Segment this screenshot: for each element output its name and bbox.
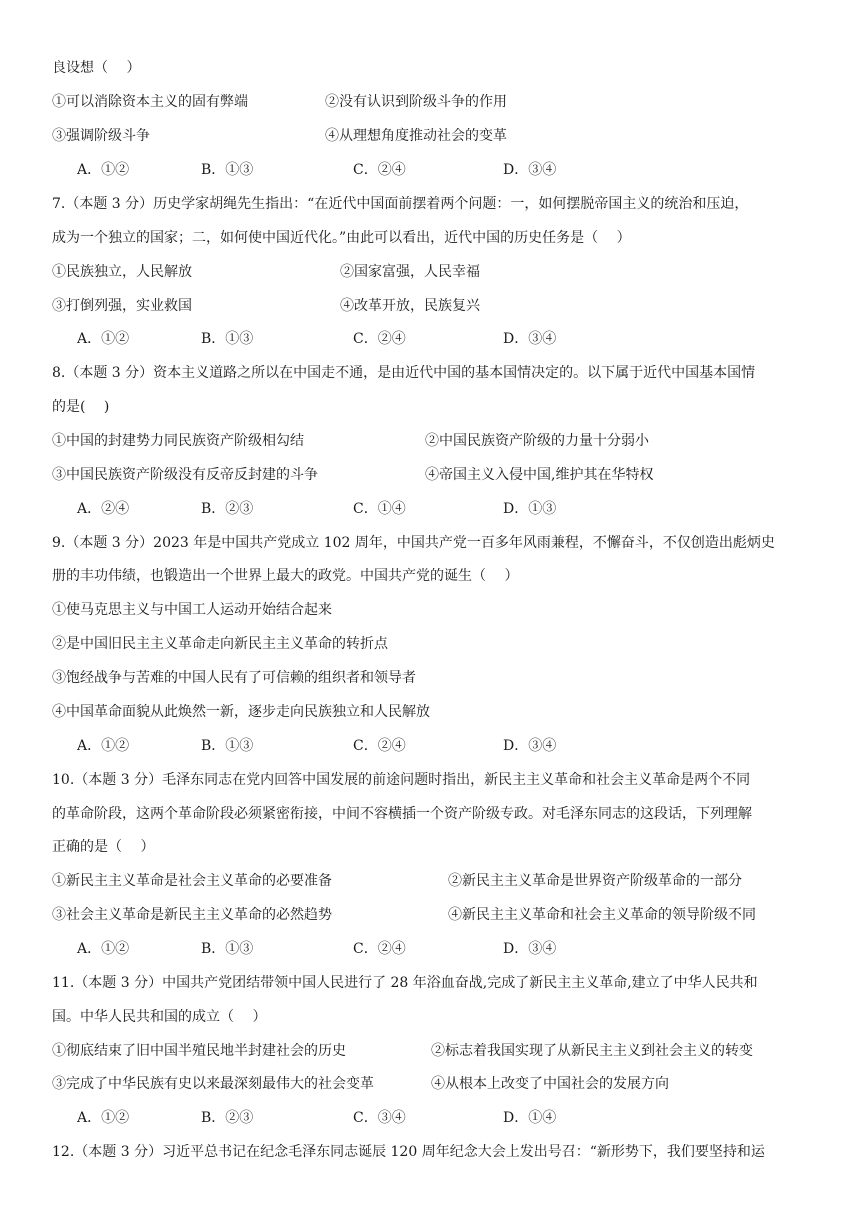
q6-item-3: ③强调阶级斗争 <box>52 128 150 144</box>
q9-item-4: ④中国革命面貌从此焕然一新，逐步走向民族独立和人民解放 <box>52 704 430 720</box>
q7-stem-line-2: 成为一个独立的国家；二，如何使中国近代化。”由此可以看出，近代中国的历史任务是（ ） <box>52 230 631 246</box>
q9-item-1: ①使马克思主义与中国工人运动开始结合起来 <box>52 602 332 618</box>
q10-option-a: A．①② <box>77 941 130 957</box>
q11-stem-line-1: 11.（本题 3 分）中国共产党团结带领中国人民进行了 28 年浴血奋战,完成了新民主主义革命,建立了中华人民共和 <box>52 975 758 991</box>
q6-item-4: ④从理想角度推动社会的变革 <box>325 128 507 144</box>
q7-option-c: C．②④ <box>353 331 406 347</box>
q11-option-b: B．②③ <box>201 1110 254 1126</box>
q11-option-c: C．③④ <box>353 1110 406 1126</box>
q11-option-a: A．①② <box>77 1110 130 1126</box>
q11-option-d: D．①④ <box>503 1110 557 1126</box>
q6-option-b: B．①③ <box>201 162 254 178</box>
q6-option-a: A．①② <box>77 162 130 178</box>
q8-item-3: ③中国民族资产阶级没有反帝反封建的斗争 <box>52 467 318 483</box>
q8-item-2: ②中国民族资产阶级的力量十分弱小 <box>425 433 649 449</box>
q8-option-b: B．②③ <box>201 501 254 517</box>
q10-item-4: ④新民主主义革命和社会主义革命的领导阶级不同 <box>448 907 756 923</box>
q10-option-b: B．①③ <box>201 941 254 957</box>
q7-item-1: ①民族独立，人民解放 <box>52 264 192 280</box>
q10-stem-line-1: 10.（本题 3 分）毛泽东同志在党内回答中国发展的前途问题时指出，新民主主义革命和社会主义革命是两个不同 <box>52 772 751 788</box>
q10-option-d: D．③④ <box>503 941 557 957</box>
q8-option-c: C．①④ <box>353 501 406 517</box>
q7-item-4: ④改革开放，民族复兴 <box>340 298 480 314</box>
q9-option-a: A．①② <box>77 738 130 754</box>
q11-item-1: ①彻底结束了旧中国半殖民地半封建社会的历史 <box>52 1043 346 1059</box>
q6-item-2: ②没有认识到阶级斗争的作用 <box>325 94 507 110</box>
q9-stem-line-2: 册的丰功伟绩，也锻造出一个世界上最大的政党。中国共产党的诞生（ ） <box>52 568 519 584</box>
q10-item-1: ①新民主主义革命是社会主义革命的必要准备 <box>52 873 332 889</box>
q8-stem-line-2: 的是( ) <box>52 399 110 415</box>
q6-stem-tail: 良设想（ ） <box>52 60 141 76</box>
q9-item-2: ②是中国旧民主主义革命走向新民主主义革命的转折点 <box>52 636 388 652</box>
q11-stem-line-2: 国。中华人民共和国的成立（ ） <box>52 1009 267 1025</box>
q9-stem-line-1: 9.（本题 3 分）2023 年是中国共产党成立 102 周年，中国共产党一百多年风雨兼程，不懈奋斗，不仅创造出彪炳史 <box>52 535 775 551</box>
q7-item-2: ②国家富强，人民幸福 <box>340 264 480 280</box>
q7-option-a: A．①② <box>77 331 130 347</box>
q8-option-d: D．①③ <box>503 501 557 517</box>
q7-item-3: ③打倒列强，实业救国 <box>52 298 192 314</box>
q9-option-c: C．②④ <box>353 738 406 754</box>
q9-option-d: D．③④ <box>503 738 557 754</box>
q8-item-4: ④帝国主义入侵中国,维护其在华特权 <box>425 467 654 483</box>
q6-item-1: ①可以消除资本主义的固有弊端 <box>52 94 248 110</box>
q8-stem-line-1: 8.（本题 3 分）资本主义道路之所以在中国走不通，是由近代中国的基本国情决定的。以下属于近代中国基本国情 <box>52 365 756 381</box>
q6-option-c: C．②④ <box>353 162 406 178</box>
q11-item-3: ③完成了中华民族有史以来最深刻最伟大的社会变革 <box>52 1076 374 1092</box>
q9-item-3: ③饱经战争与苦难的中国人民有了可信赖的组织者和领导者 <box>52 670 416 686</box>
q7-option-d: D．③④ <box>503 331 557 347</box>
q10-option-c: C．②④ <box>353 941 406 957</box>
q9-option-b: B．①③ <box>201 738 254 754</box>
q10-item-2: ②新民主主义革命是世界资产阶级革命的一部分 <box>448 873 742 889</box>
q10-stem-line-2: 的革命阶段，这两个革命阶段必须紧密衔接，中间不容横插一个资产阶级专政。对毛泽东同志的这段话，下列理解 <box>52 806 752 822</box>
q8-option-a: A．②④ <box>77 501 130 517</box>
q12-stem-line-1: 12.（本题 3 分）习近平总书记在纪念毛泽东同志诞辰 120 周年纪念大会上发出号召：“新形势下，我们要坚持和运 <box>52 1144 765 1160</box>
q7-stem-line-1: 7.（本题 3 分）历史学家胡绳先生指出：“在近代中国面前摆着两个问题：一，如何摆脱帝国主义的统治和压迫， <box>52 196 749 212</box>
q6-option-d: D．③④ <box>503 162 557 178</box>
q8-item-1: ①中国的封建势力同民族资产阶级相勾结 <box>52 433 304 449</box>
q11-item-2: ②标志着我国实现了从新民主主义到社会主义的转变 <box>431 1043 753 1059</box>
q10-stem-line-3: 正确的是（ ） <box>52 839 155 855</box>
q11-item-4: ④从根本上改变了中国社会的发展方向 <box>431 1076 669 1092</box>
q7-option-b: B．①③ <box>201 331 254 347</box>
q10-item-3: ③社会主义革命是新民主主义革命的必然趋势 <box>52 907 332 923</box>
